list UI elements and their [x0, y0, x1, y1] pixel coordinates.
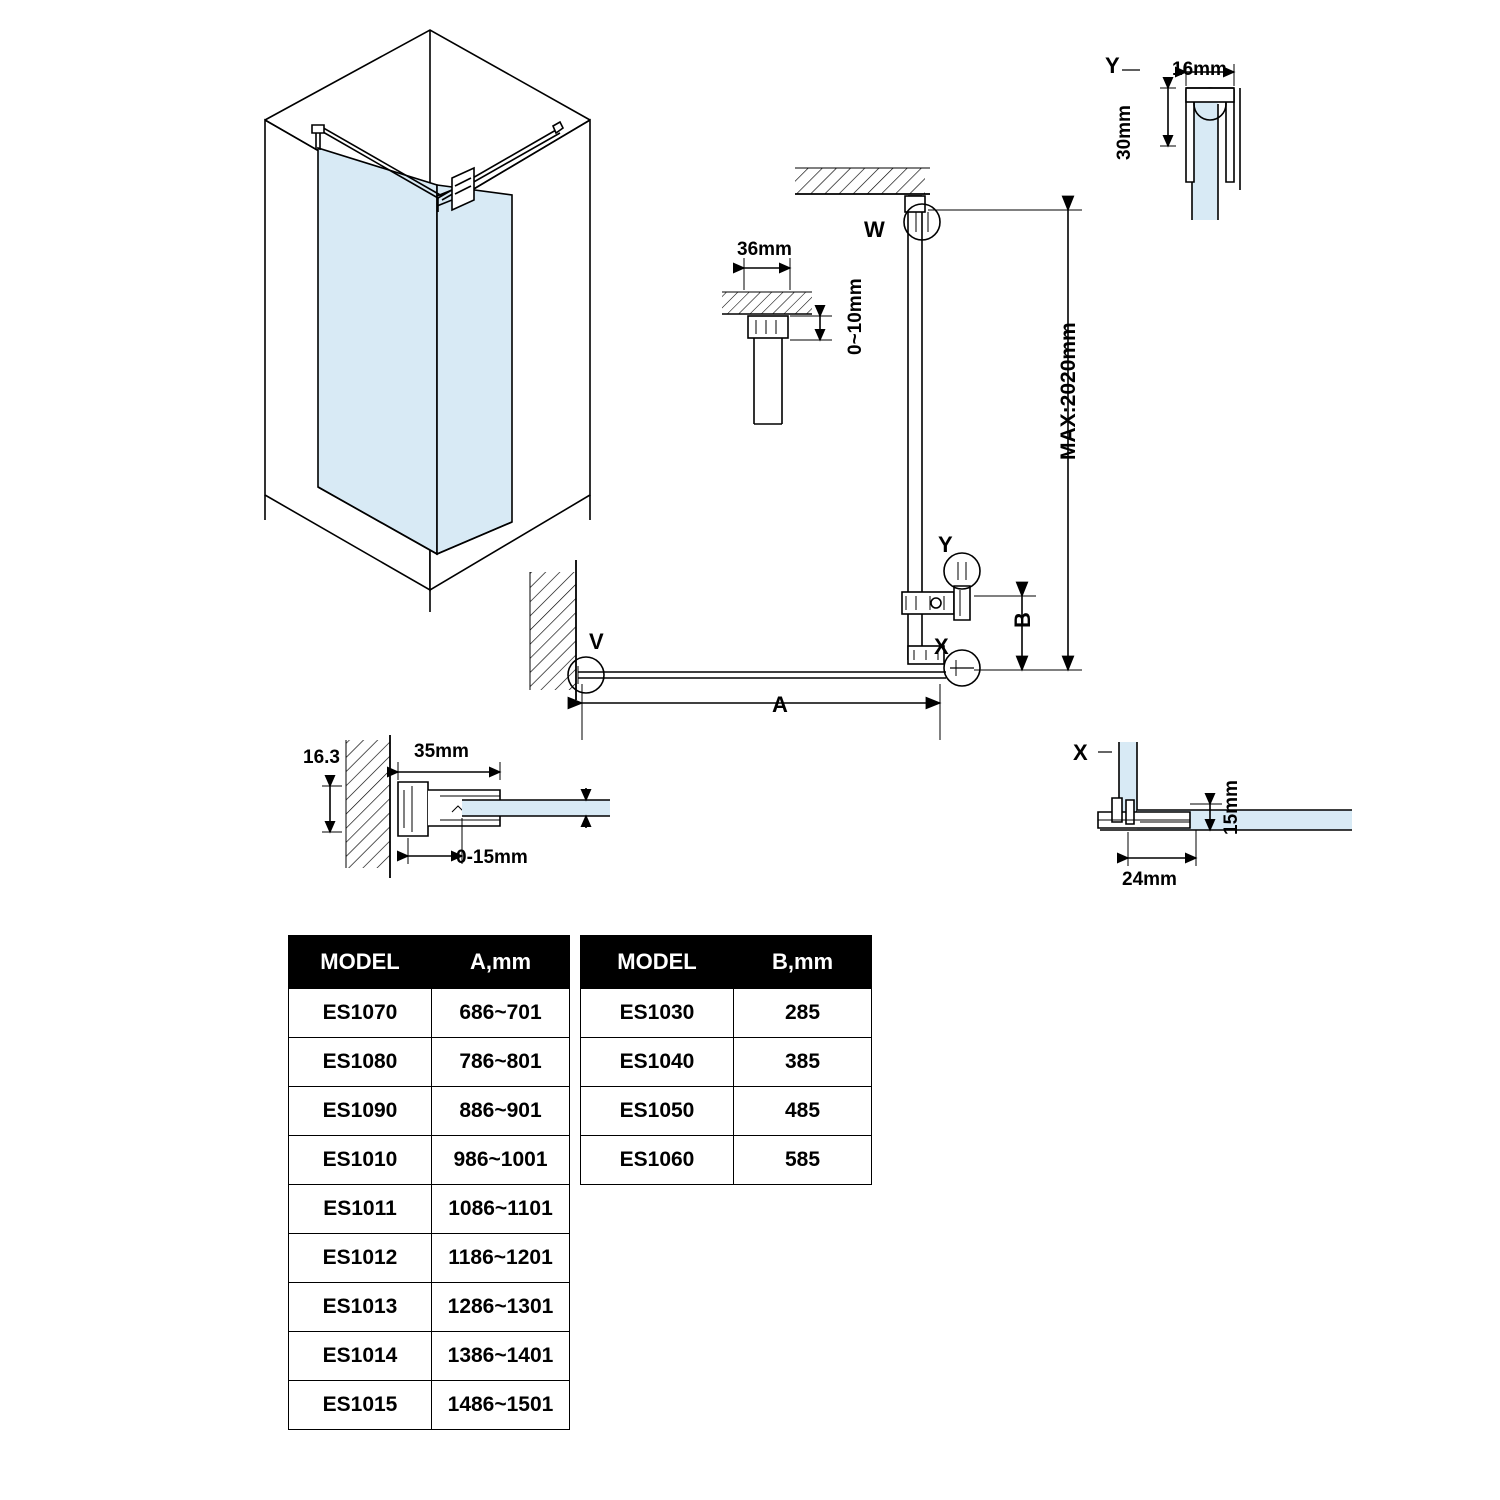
cell-value: 1086~1101: [432, 1185, 570, 1234]
table-a-header-value: A,mm: [432, 936, 570, 989]
cell-value: 1286~1301: [432, 1283, 570, 1332]
cell-model: ES1013: [289, 1283, 432, 1332]
table-row: [581, 1087, 872, 1136]
dim-30mm-label: 30mm: [1114, 105, 1135, 160]
plan-elevation-view: [530, 168, 1082, 740]
ceiling-mount-detail: [722, 258, 832, 424]
cell-value: 285: [734, 989, 872, 1038]
dim-a-label: A: [772, 692, 788, 717]
cell-value: 886~901: [432, 1087, 570, 1136]
detail-y-callout-label: Y: [1105, 53, 1120, 78]
table-a-header-row: [289, 936, 570, 989]
dim-35mm-label: 35mm: [414, 741, 469, 762]
dim-0-15mm-label: 0-15mm: [456, 847, 528, 868]
cell-value: 1386~1401: [432, 1332, 570, 1381]
cell-value: 686~701: [432, 989, 570, 1038]
table-row: [289, 1381, 570, 1430]
table-row: [289, 1283, 570, 1332]
dim-24mm-label: 24mm: [1122, 869, 1177, 890]
cell-value: 585: [734, 1136, 872, 1185]
dim-36mm-label: 36mm: [737, 239, 792, 260]
cell-model: ES1012: [289, 1234, 432, 1283]
cell-model: ES1070: [289, 989, 432, 1038]
model-table-a: [288, 935, 570, 1430]
cell-model: ES1060: [581, 1136, 734, 1185]
table-row: [289, 1136, 570, 1185]
cell-value: 385: [734, 1038, 872, 1087]
callout-w-label: W: [864, 217, 885, 242]
dim-16-3-label: 16.3: [303, 747, 340, 768]
table-row: [289, 1038, 570, 1087]
cell-value: 485: [734, 1087, 872, 1136]
cell-model: ES1090: [289, 1087, 432, 1136]
table-row: [289, 1185, 570, 1234]
cell-model: ES1010: [289, 1136, 432, 1185]
cell-value: 986~1001: [432, 1136, 570, 1185]
table-row: [581, 1136, 872, 1185]
detail-y-view: [1122, 64, 1240, 220]
cell-model: ES1015: [289, 1381, 432, 1430]
table-a-header-model: MODEL: [289, 936, 432, 989]
dim-15mm-label: 15mm: [1221, 780, 1242, 835]
cell-value: 1486~1501: [432, 1381, 570, 1430]
callout-y-label: Y: [938, 532, 953, 557]
table-row: [289, 1087, 570, 1136]
dim-max-height-label: MAX:2020mm: [1057, 322, 1080, 460]
cell-model: ES1011: [289, 1185, 432, 1234]
dim-b-label: B: [1010, 612, 1035, 628]
table-row: [289, 989, 570, 1038]
cell-model: ES1014: [289, 1332, 432, 1381]
cell-value: 786~801: [432, 1038, 570, 1087]
table-row: [581, 989, 872, 1038]
cell-value: 1186~1201: [432, 1234, 570, 1283]
perspective-view: [265, 30, 590, 612]
table-row: [289, 1332, 570, 1381]
cell-model: ES1080: [289, 1038, 432, 1087]
callout-v-label: V: [589, 629, 604, 654]
table-row: [581, 1038, 872, 1087]
callout-x-label: X: [934, 634, 949, 659]
cell-model: ES1030: [581, 989, 734, 1038]
model-table-b: [580, 935, 872, 1185]
table-b-header-value: B,mm: [734, 936, 872, 989]
cell-model: ES1040: [581, 1038, 734, 1087]
cell-model: ES1050: [581, 1087, 734, 1136]
table-row: [289, 1234, 570, 1283]
detail-x-callout-label: X: [1073, 740, 1088, 765]
dim-16mm-label: 16mm: [1172, 59, 1227, 80]
dim-0-10mm-label: 0~10mm: [845, 278, 866, 355]
table-b-header-row: [581, 936, 872, 989]
table-b-header-model: MODEL: [581, 936, 734, 989]
